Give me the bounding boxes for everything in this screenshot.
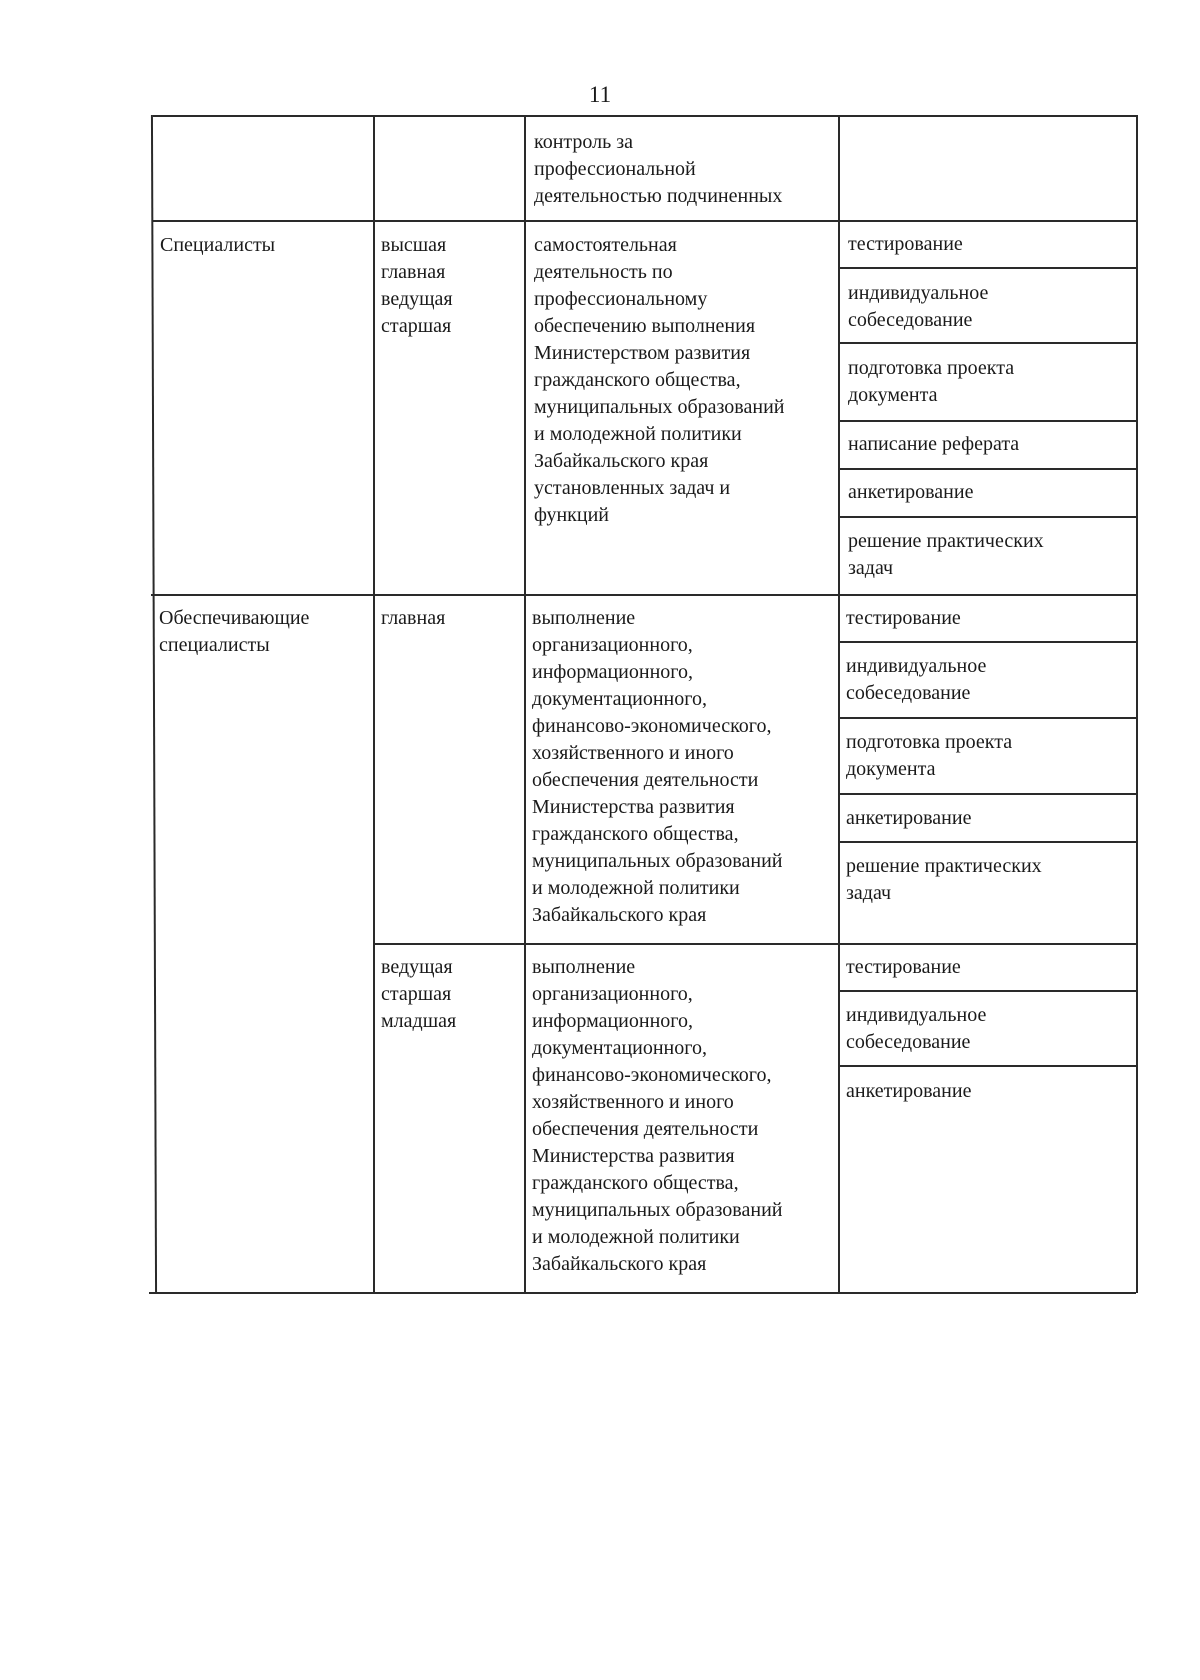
method-item: написание реферата bbox=[848, 433, 1020, 455]
method-divider bbox=[838, 793, 1136, 795]
method-divider bbox=[838, 990, 1136, 992]
method-item: тестирование bbox=[846, 607, 961, 629]
method-divider bbox=[838, 420, 1136, 422]
row-divider-1 bbox=[153, 220, 1137, 222]
function-cell: выполнение организационного, информационного, документационного, финансово-экономического, хозяйственного и иного обеспечения деятельности Министерства развития гражданского общества, муниципальных образований и молодежной политики Забайкальского края bbox=[532, 607, 783, 926]
row-divider-2 bbox=[151, 594, 1137, 596]
method-divider bbox=[838, 1065, 1136, 1067]
method-item: решение практических задач bbox=[846, 855, 1042, 904]
table-border-bottom bbox=[149, 1292, 1136, 1294]
method-item: подготовка проекта документа bbox=[846, 731, 1013, 780]
method-item: индивидуальное собеседование bbox=[848, 282, 989, 331]
method-item: индивидуальное собеседование bbox=[846, 655, 987, 704]
method-divider bbox=[838, 468, 1136, 470]
row-divider-3 bbox=[373, 943, 1137, 945]
method-divider bbox=[838, 841, 1136, 843]
method-divider bbox=[838, 717, 1136, 719]
table-border-top bbox=[153, 115, 1138, 117]
method-item: решение практических задач bbox=[848, 530, 1044, 579]
groups-cell: высшая главная ведущая старшая bbox=[381, 234, 453, 337]
category-cell: Обеспечивающие специалисты bbox=[159, 607, 310, 656]
category-cell: Специалисты bbox=[160, 234, 276, 256]
method-item: подготовка проекта документа bbox=[848, 357, 1015, 406]
groups-cell: главная bbox=[381, 607, 446, 629]
method-divider bbox=[838, 267, 1136, 269]
method-item: индивидуальное собеседование bbox=[846, 1004, 987, 1053]
page-number: 11 bbox=[588, 82, 612, 107]
method-divider bbox=[838, 641, 1136, 643]
method-item: анкетирование bbox=[846, 807, 972, 829]
method-item: анкетирование bbox=[848, 481, 974, 503]
method-item: тестирование bbox=[846, 956, 961, 978]
method-divider bbox=[838, 342, 1136, 344]
function-cell: контроль за профессиональной деятельностью подчиненных bbox=[534, 131, 783, 207]
method-item: тестирование bbox=[848, 233, 963, 255]
groups-cell: ведущая старшая младшая bbox=[381, 956, 457, 1032]
table-border-right bbox=[1136, 115, 1138, 1293]
function-cell: самостоятельная деятельность по профессиональному обеспечению выполнения Министерством развития гражданского общества, муниципальных образований и молодежной политики Забайкальского края установленных задач и функций bbox=[534, 234, 785, 526]
method-divider bbox=[838, 516, 1136, 518]
table-border-left bbox=[151, 115, 157, 1293]
method-item: анкетирование bbox=[846, 1080, 972, 1102]
function-cell: выполнение организационного, информационного, документационного, финансово-экономического, хозяйственного и иного обеспечения деятельности Министерства развития гражданского общества, муниципальных образований и молодежной политики Забайкальского края bbox=[532, 956, 783, 1275]
